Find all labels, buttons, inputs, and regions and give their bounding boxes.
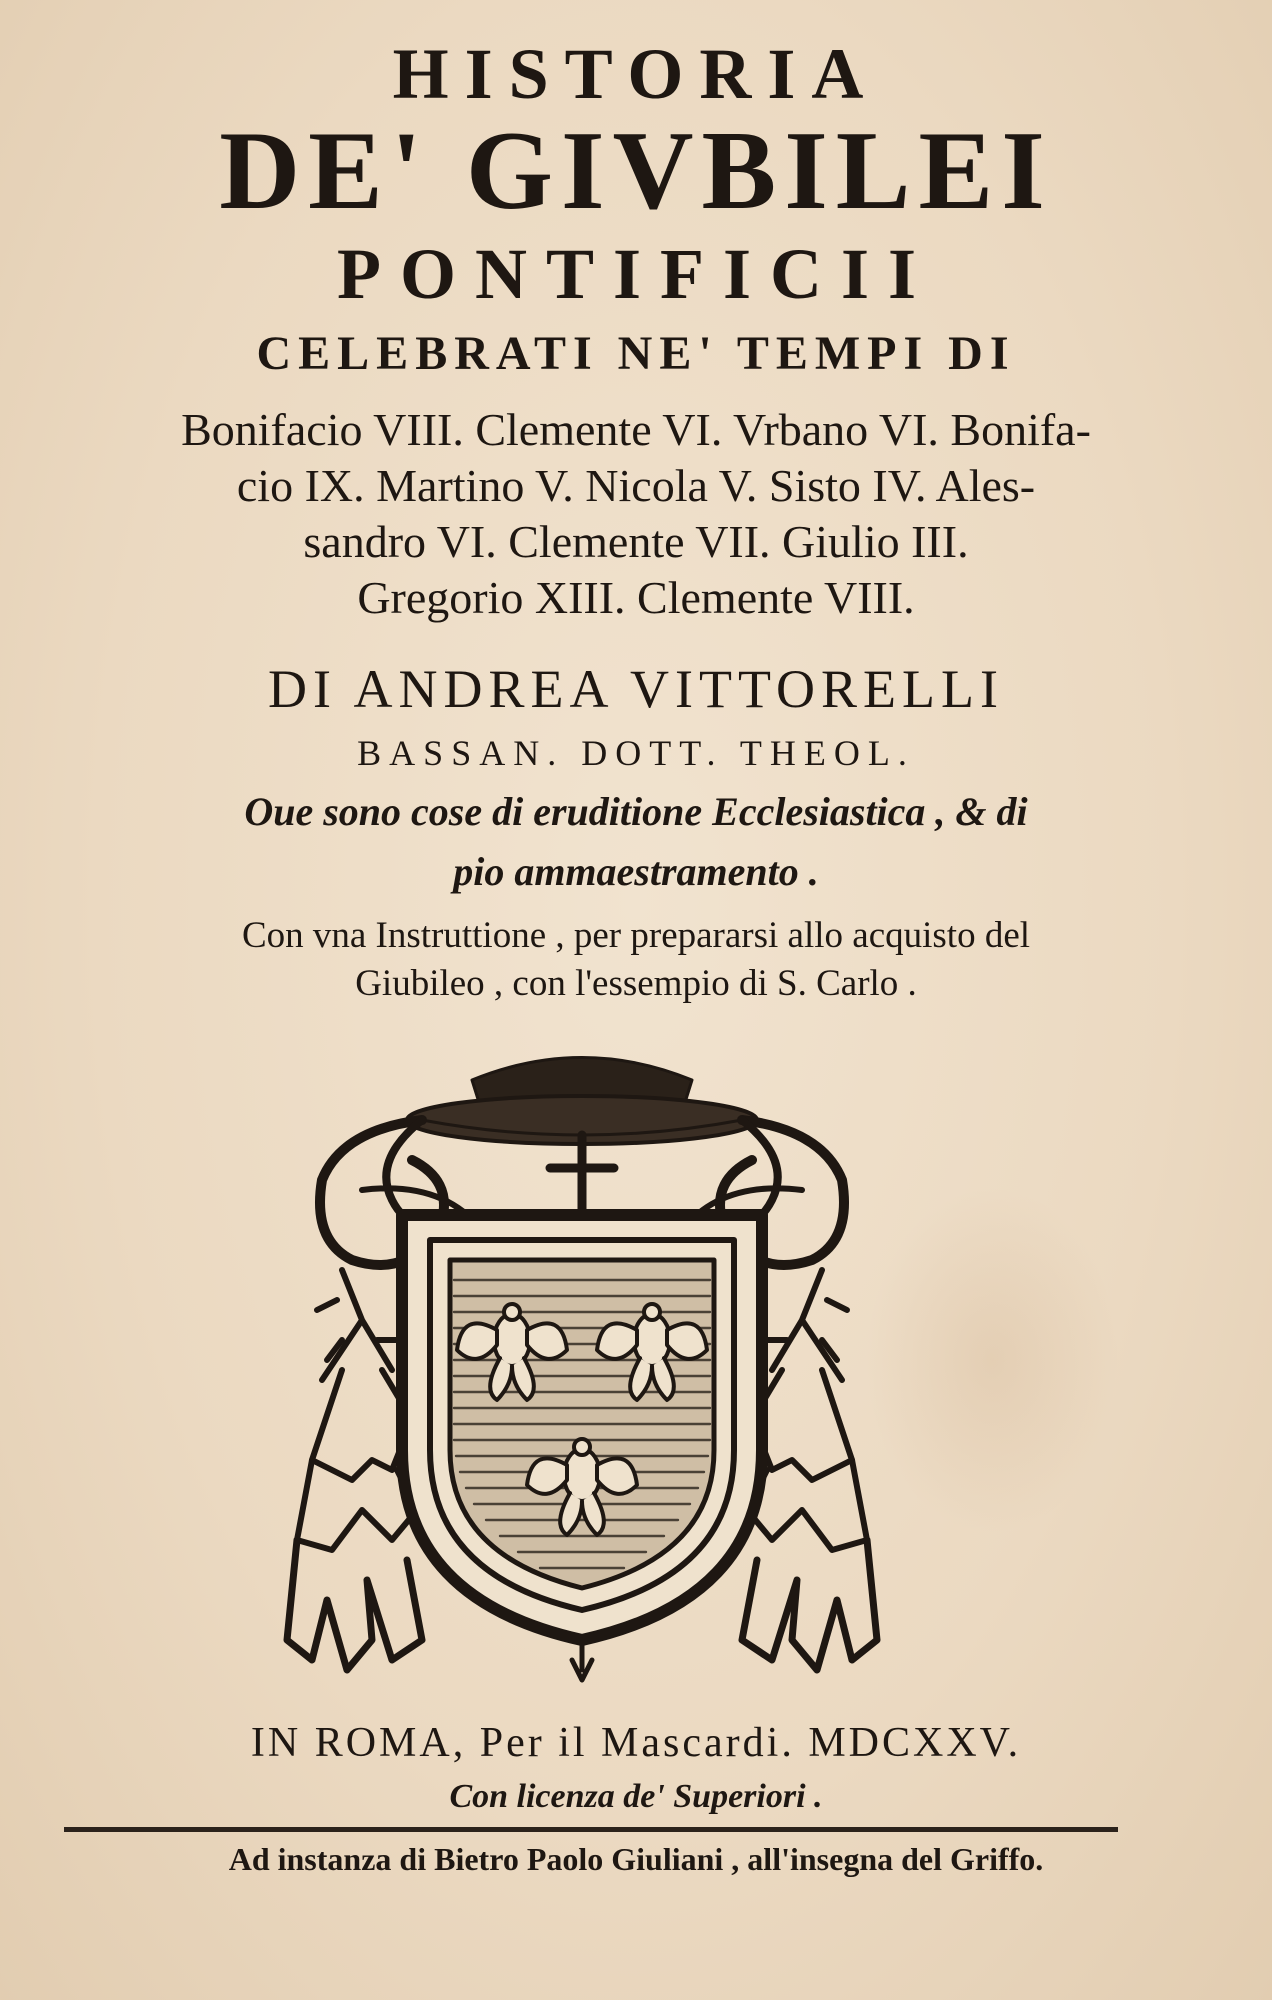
subtitle-line-1: Oue sono cose di eruditione Ecclesiastica , & di (244, 789, 1028, 834)
printer-footer: Ad instanza di Bietro Paolo Giuliani , all'insegna del Griffo. (228, 1841, 1044, 1877)
subtitle-line-2: pio ammaestramento . (453, 849, 819, 894)
instruction-line-1: Con vna Instruttione , per prepararsi allo acquisto del (241, 915, 1031, 956)
author-name: DI ANDREA VITTORELLI (268, 659, 1004, 719)
popes-line-2: cio IX. Martino V. Nicola V. Sisto IV. Ales- (236, 460, 1036, 511)
divider-rule (64, 1827, 1118, 1832)
author-title: BASSAN. DOTT. THEOL. (357, 733, 915, 773)
title-line-giubilei: DE' GIVBILEI (219, 109, 1053, 233)
popes-line-1: Bonifacio VIII. Clemente VI. Vrbano VI. Bonifa- (181, 404, 1091, 455)
instruction-line-2: Giubileo , con l'essempio di S. Carlo . (355, 963, 917, 1004)
imprint-line: IN ROMA, Per il Mascardi. MDCXXV. (250, 1720, 1022, 1766)
title-line-celebrati: CELEBRATI NE' TEMPI DI (256, 327, 1016, 380)
title-line-historia: HISTORIA (392, 34, 880, 114)
popes-line-4: Gregorio XIII. Clemente VIII. (357, 572, 915, 623)
coat-of-arms-emblem (282, 1040, 882, 1700)
license-line: Con licenza de' Superiori . (449, 1778, 823, 1815)
popes-line-3: sandro VI. Clemente VII. Giulio III. (303, 516, 969, 567)
title-line-pontificii: PONTIFICII (336, 234, 936, 314)
